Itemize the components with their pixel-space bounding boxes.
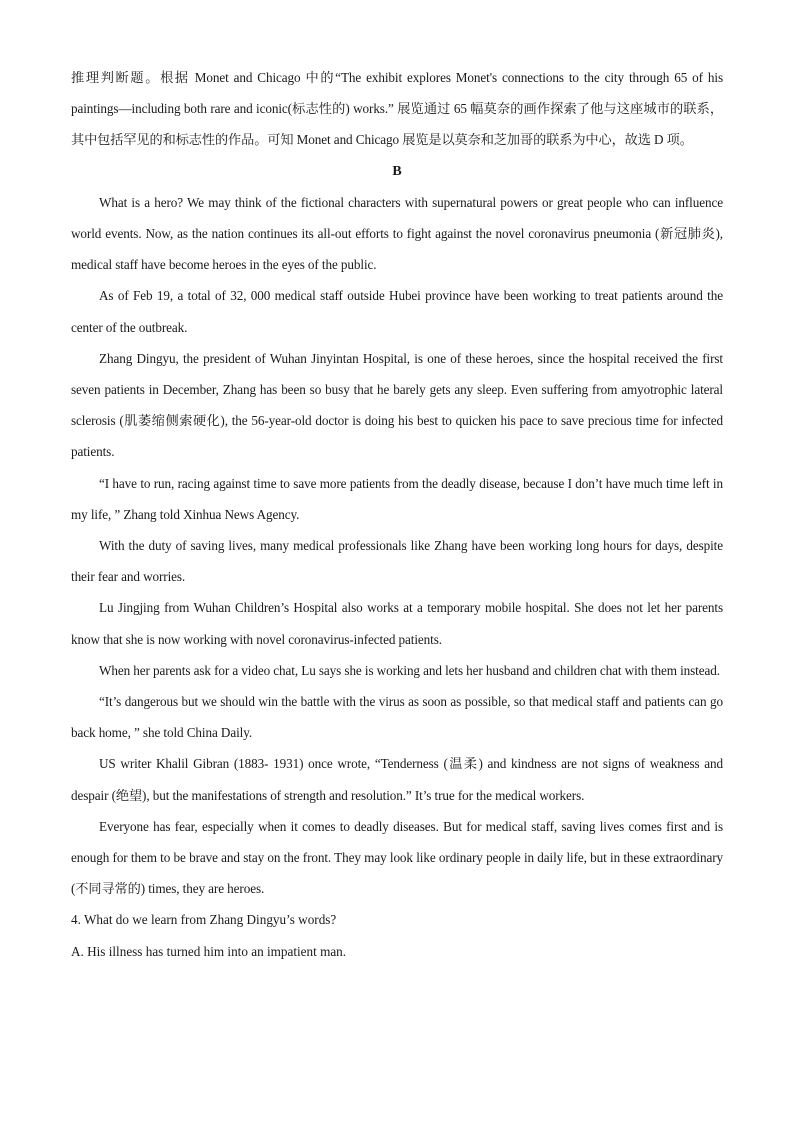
body-paragraph: “I have to run, racing against time to save more patients from the deadly disease, because I don’t have much time left in my life, ” Zhang told Xinhua News Agency. (71, 475, 723, 522)
body-paragraph: US writer Khalil Gibran (1883- 1931) once wrote, “Tenderness (温柔) and kindness are not signs of weakness and despair (绝望), but the manifestations of strength and resolution.” It’s true for the medical workers. (71, 756, 723, 803)
question-text: 4. What do we learn from Zhang Dingyu’s words? (71, 912, 337, 928)
body-paragraph: Zhang Dingyu, the president of Wuhan Jinyintan Hospital, is one of these heroes, since the hospital received the first seven patients in December, Zhang has been so busy that he barely gets any sleep. Even suffering from amyotrophic lateral sclerosis (肌萎缩侧索硬化), the 56-year-old doctor is doing his best to quicken his pace to save precious time for infected patients. (71, 350, 723, 460)
document-page (71, 62, 723, 967)
body-paragraph: With the duty of saving lives, many medical professionals like Zhang have been working long hours for days, despite their fear and worries. (71, 538, 723, 585)
body-paragraph: Everyone has fear, especially when it comes to deadly diseases. But for medical staff, saving lives comes first and is enough for them to be brave and stay on the front. They may look like ordinary people in daily life, but in these extraordinary (不同寻常的) times, they are heroes. (71, 818, 723, 897)
body-paragraph: “It’s dangerous but we should win the battle with the virus as soon as possible, so that medical staff and patients can go back home, ” she told China Daily. (71, 694, 723, 741)
section-title: B (392, 163, 402, 179)
answer-option-a: A. His illness has turned him into an impatient man. (71, 943, 347, 959)
intro-paragraph: 推理判断题。根据 Monet and Chicago 中的“The exhibit explores Monet's connections to the city through 65 of his paintings—including both rare and iconic(标志性的) works.” 展览通过 65 幅莫奈的画作探索了他与这座城市的联系，其中包括罕见的和标志性的作品。可知 Monet and Chicago 展览是以莫奈和芝加哥的联系为中心，故选 D 项。 (71, 70, 723, 148)
body-paragraph: Lu Jingjing from Wuhan Children’s Hospital also works at a temporary mobile hospital. She does not let her parents know that she is now working with novel coronavirus-infected patients. (71, 600, 723, 647)
body-paragraph: When her parents ask for a video chat, Lu says she is working and lets her husband and children chat with them instead. (99, 662, 720, 678)
body-paragraph: What is a hero? We may think of the fictional characters with supernatural powers or great people who can influence world events. Now, as the nation continues its all-out efforts to fight against the novel coronavirus pneumonia (新冠肺炎), medical staff have become heroes in the eyes of the public. (71, 194, 723, 273)
body-paragraph: As of Feb 19, a total of 32, 000 medical staff outside Hubei province have been working to treat patients around the center of the outbreak. (71, 288, 723, 335)
